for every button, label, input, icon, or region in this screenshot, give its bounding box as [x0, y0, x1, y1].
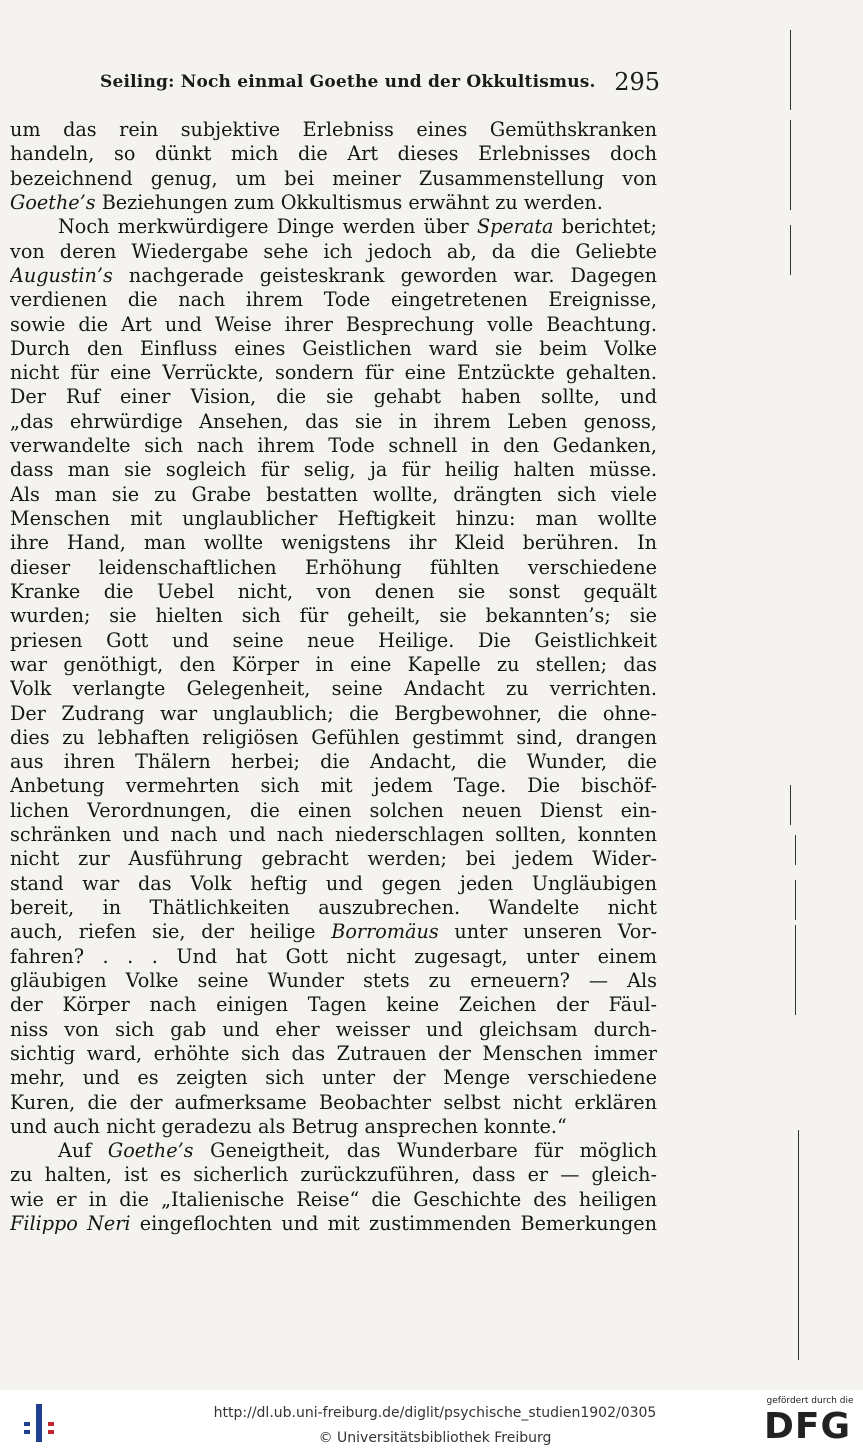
- text-line: Noch merkwürdigere Dinge werden über Sperata berichtet;: [58, 215, 657, 239]
- margin-rule: [795, 925, 796, 1015]
- text-line: sowie die Art und Weise ihrer Besprechung volle Beachtung.: [10, 312, 657, 336]
- text-line: Als man sie zu Grabe bestatten wollte, drängten sich viele: [10, 482, 657, 506]
- running-head: [100, 68, 660, 98]
- text-line: dies zu lebhaften religiösen Gefühlen gestimmt sind, drangen: [10, 725, 657, 749]
- text-line: Der Zudrang war unglaublich; die Bergbewohner, die ohne-: [10, 701, 657, 725]
- text-line: bereit, in Thätlichkeiten auszubrechen. Wandelte nicht: [10, 896, 657, 919]
- text-line: gläubigen Volke seine Wunder stets zu erneuern? — Als: [10, 968, 657, 992]
- dfg-wordmark: DFG: [764, 1406, 852, 1447]
- text-line: auch, riefen sie, der heilige Borromäus unter unseren Vor-: [10, 920, 657, 944]
- text-line: dass man sie sogleich für selig, ja für heilig halten müsse.: [10, 458, 657, 482]
- margin-rule: [795, 835, 796, 865]
- text-line: Goethe’s Beziehungen zum Okkultismus erwähnt zu werden.: [10, 190, 603, 214]
- text-line: aus ihren Thälern herbei; die Andacht, die Wunder, die: [10, 750, 657, 774]
- margin-rule: [795, 880, 796, 920]
- text-line: der Körper nach einigen Tagen keine Zeichen der Fäul-: [10, 993, 657, 1017]
- text-line: lichen Verordnungen, die einen solchen neuen Dienst ein-: [10, 798, 657, 822]
- text-line: bezeichnend genug, um bei meiner Zusammenstellung von: [10, 166, 657, 190]
- page-number: 295: [614, 68, 660, 96]
- margin-rule: [798, 1130, 799, 1360]
- text-line: verwandelte sich nach ihrem Tode schnell in den Gedanken,: [10, 434, 657, 458]
- text-line: Filippo Neri eingeflochten und mit zustimmenden Bemerkungen: [10, 1212, 657, 1236]
- footer-url[interactable]: http://dl.ub.uni-freiburg.de/diglit/psychische_studien1902/0305: [213, 1405, 657, 1421]
- text-line: Kranke die Uebel nicht, von denen sie sonst gequält: [10, 579, 657, 603]
- text-line: Augustin’s nachgerade geisteskrank geworden war. Dagegen: [10, 263, 657, 287]
- text-line: Volk verlangte Gelegenheit, seine Andacht zu verrichten.: [10, 677, 657, 701]
- text-line: handeln, so dünkt mich die Art dieses Erlebnisses doch: [10, 142, 657, 166]
- text-line: fahren? . . . Und hat Gott nicht zugesagt, unter einem: [10, 944, 657, 968]
- margin-rule: [790, 785, 791, 825]
- text-line: Auf Goethe’s Geneigtheit, das Wunderbare für möglich: [58, 1139, 657, 1163]
- text-line: war genöthigt, den Körper in eine Kapelle zu stellen; das: [10, 652, 657, 676]
- text-line: Durch den Einfluss eines Geistlichen ward sie beim Volke: [10, 336, 657, 360]
- text-line: und auch nicht geradezu als Betrug ansprechen konnte.“: [10, 1114, 567, 1138]
- text-line: schränken und nach und nach niederschlagen sollten, konnten: [10, 823, 657, 847]
- text-line: niss von sich gab und eher weisser und gleichsam durch-: [10, 1017, 657, 1041]
- footer-copyright: © Universitätsbibliothek Freiburg: [318, 1430, 552, 1446]
- text-line: Anbetung vermehrten sich mit jedem Tage. Die bischöf-: [10, 774, 657, 798]
- dfg-caption: gefördert durch die: [766, 1396, 854, 1406]
- text-line: sichtig ward, erhöhte sich das Zutrauen der Menschen immer: [10, 1041, 657, 1065]
- text-line: dieser leidenschaftlichen Erhöhung fühlten verschiedene: [10, 555, 657, 579]
- text-line: nicht für eine Verrückte, sondern für eine Entzückte gehalten.: [10, 361, 657, 385]
- margin-rule: [790, 120, 791, 210]
- body-text: [10, 118, 657, 1236]
- dfg-logo: [760, 1396, 860, 1450]
- text-line: um das rein subjektive Erlebniss eines Gemüthskranken: [10, 118, 657, 141]
- text-line: ihre Hand, man wollte wenigstens ihr Kleid berühren. In: [10, 531, 657, 555]
- text-line: zu halten, ist es sicherlich zurückzuführen, dass er — gleich-: [10, 1163, 657, 1187]
- text-line: Kuren, die der aufmerksame Beobachter selbst nicht erklären: [10, 1090, 657, 1114]
- text-line: „das ehrwürdige Ansehen, das sie in ihrem Leben genoss,: [10, 409, 657, 433]
- footer: [0, 1390, 863, 1454]
- text-line: nicht zur Ausführung gebracht werden; bei jedem Wider-: [10, 847, 657, 871]
- text-line: mehr, und es zeigten sich unter der Menge verschiedene: [10, 1066, 657, 1090]
- library-logo-icon: [20, 1402, 58, 1444]
- text-line: priesen Gott und seine neue Heilige. Die Geistlichkeit: [10, 628, 657, 652]
- margin-rule: [790, 225, 791, 275]
- text-line: wie er in die „Italienische Reise“ die Geschichte des heiligen: [10, 1187, 657, 1211]
- running-title: Seiling: Noch einmal Goethe und der Okkultismus.: [100, 72, 596, 92]
- text-line: verdienen die nach ihrem Tode eingetretenen Ereignisse,: [10, 288, 657, 312]
- text-line: von deren Wiedergabe sehe ich jedoch ab, da die Geliebte: [10, 239, 657, 263]
- text-line: wurden; sie hielten sich für geheilt, sie bekannten’s; sie: [10, 604, 657, 628]
- text-line: Menschen mit unglaublicher Heftigkeit hinzu: man wollte: [10, 507, 657, 530]
- text-line: stand war das Volk heftig und gegen jeden Ungläubigen: [10, 871, 657, 895]
- text-line: Der Ruf einer Vision, die sie gehabt haben sollte, und: [10, 385, 657, 409]
- margin-rule: [790, 30, 791, 110]
